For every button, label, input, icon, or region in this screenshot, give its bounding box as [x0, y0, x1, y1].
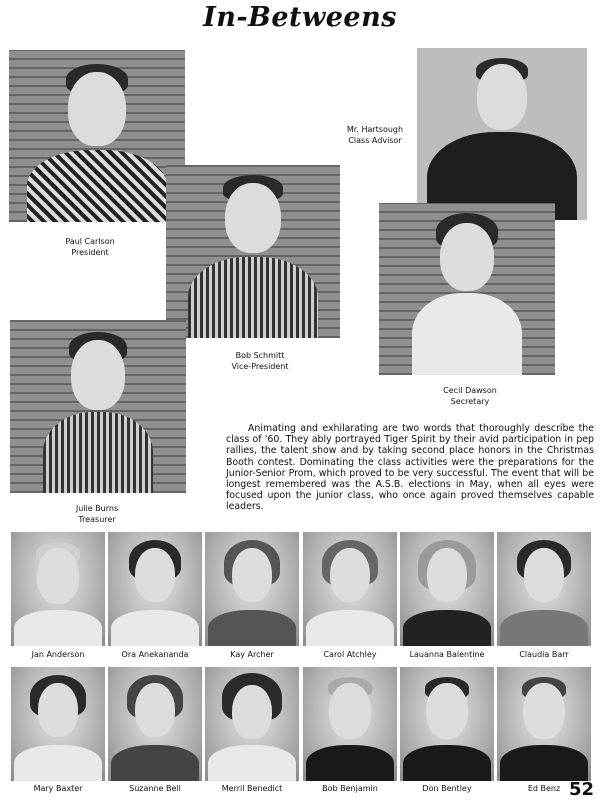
officer-role: President: [71, 248, 109, 257]
officer-president: [30, 236, 150, 258]
student-name: Lauanna Balentine: [409, 650, 485, 659]
student-name: Ora Anekananda: [121, 650, 189, 659]
officer-name: Mr. Hartsough: [346, 125, 404, 134]
portrait: [400, 667, 494, 781]
student-name: Bob Benjamin: [322, 784, 378, 793]
page-number: 52: [568, 779, 594, 800]
portrait: [303, 667, 397, 781]
portrait: [108, 667, 202, 781]
photo-julie-burns: [10, 320, 186, 493]
student-name: Ed Benz: [527, 784, 561, 793]
student-name: Mary Baxter: [33, 784, 83, 793]
student-name: Jan Anderson: [31, 650, 85, 659]
portrait: [205, 667, 299, 781]
officer-role: Vice-President: [231, 362, 289, 371]
officer-name: Cecil Dawson: [443, 386, 497, 395]
page-title: In-Betweens: [203, 2, 397, 33]
photo-bob-schmitt: [166, 165, 340, 338]
officer-treasurer: [37, 503, 157, 525]
officer-vice-president: [195, 350, 325, 372]
student-name: Suzanne Bell: [129, 784, 181, 793]
officer-role: Class Advisor: [348, 136, 402, 145]
officer-name: Julie Burns: [75, 504, 119, 513]
portrait: [108, 532, 202, 646]
student-name: Merril Benedict: [221, 784, 283, 793]
portrait: [11, 532, 105, 646]
portrait: [400, 532, 494, 646]
officer-secretary: [410, 385, 530, 407]
photo-mr-hartsough: [417, 48, 587, 220]
class-description-paragraph: Animating and exhilarating are two words that thoroughly describe the class of '60. They ably portrayed Tiger Spirit by their avid participation in pep rallies, the talent show and by taking second place honors in the Christmas Booth contest. Dominating the class activities were the preparations for the Junior-Senior Prom, which proved to be very successful. The event that will be longest remembered was the A.S.B. elections in May, when all eyes were focused upon the junior class, who once again proved themselves capable leaders.: [226, 423, 594, 513]
officer-name: Bob Schmitt: [235, 351, 285, 360]
class-description: [226, 423, 594, 513]
officer-name: Paul Carlson: [65, 237, 115, 246]
officer-advisor: [325, 124, 425, 146]
student-name: Carol Atchley: [323, 650, 377, 659]
photo-cecil-dawson: [379, 203, 555, 375]
student-name: Don Bentley: [422, 784, 472, 793]
portrait: [11, 667, 105, 781]
photo-paul-carlson: [9, 50, 185, 222]
portrait: [497, 667, 591, 781]
officer-role: Treasurer: [78, 515, 116, 524]
student-name: Claudia Barr: [519, 650, 569, 659]
portrait: [497, 532, 591, 646]
student-name: Kay Archer: [230, 650, 274, 659]
portrait: [303, 532, 397, 646]
portrait: [205, 532, 299, 646]
officer-role: Secretary: [450, 397, 490, 406]
